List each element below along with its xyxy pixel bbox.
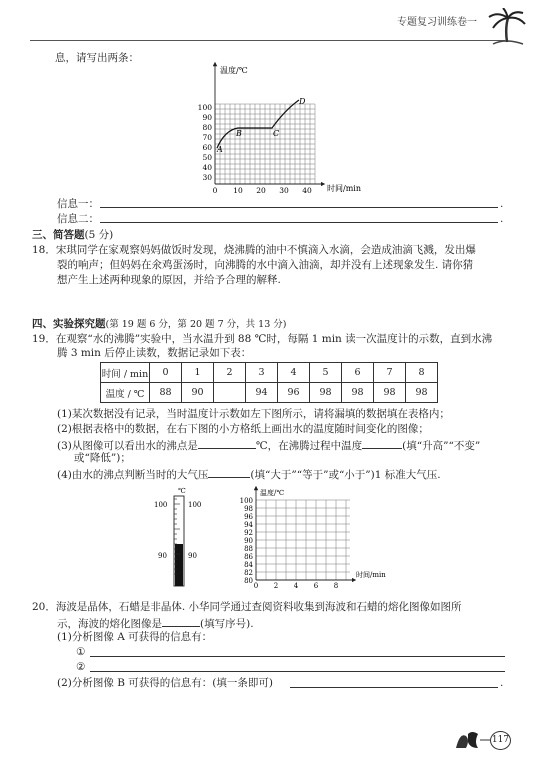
q20-line-2-a: 示，海波的熔化图像是 bbox=[57, 618, 162, 630]
temp-cell: 98 bbox=[406, 383, 438, 403]
q20-circle-2: ② bbox=[76, 661, 86, 673]
time-cell: 4 bbox=[278, 363, 310, 383]
graph2-ytick-label: 96 bbox=[244, 513, 253, 521]
q20-circle-1: ① bbox=[76, 646, 86, 658]
pressure-blank[interactable] bbox=[208, 466, 250, 478]
point-d-label: D bbox=[299, 97, 306, 106]
info-1-end: . bbox=[500, 198, 504, 210]
temp-cell: 98 bbox=[342, 383, 374, 403]
q18-line-3: 想产生上述两种现象的原因，并给予合理的解释. bbox=[57, 274, 281, 286]
q20-line-1: 20．海波是晶体，石蜡是非晶体. 小华同学通过查阅资料收集到海波和石蜡的熔化图像如图所 bbox=[32, 601, 462, 613]
palm-tree-icon bbox=[483, 8, 529, 48]
graph1-xtick-label: 0 bbox=[212, 186, 218, 195]
section4-score: (第 19 题 6 分，第 20 题 7 分，共 13 分) bbox=[105, 319, 287, 330]
table-row-time bbox=[101, 363, 438, 383]
q20-sub-2: (2)分析图像 B 可获得的信息有：(填一条即可) bbox=[57, 677, 273, 689]
q18-line-2: 裂的响声；但妈妈在氽鸡蛋汤时，向沸腾的水中滴入油滴，却并没有上述现象发生. 请你猜 bbox=[57, 259, 474, 271]
graph1-grid bbox=[215, 104, 315, 184]
info-1-label: 信息一： bbox=[57, 198, 99, 210]
graph2-ytick-label: 80 bbox=[244, 577, 253, 585]
time-cell: 6 bbox=[342, 363, 374, 383]
graph2-xtick-label: 8 bbox=[333, 582, 339, 590]
point-c-label: C bbox=[273, 129, 280, 138]
q19-line-2: 腾 3 min 后停止读数，数据记录如下表： bbox=[57, 347, 252, 359]
q19-line-1: 19．在观察“水的沸腾”实验中，当水温升到 88 ℃时，每隔 1 min 读一次温度计的示数，直到水沸 bbox=[32, 333, 493, 345]
graph2-xlabel: 时间/min bbox=[356, 571, 386, 579]
section4-title: 四、实验探究题 bbox=[32, 318, 106, 330]
time-cell: 1 bbox=[182, 363, 214, 383]
thermometer-label-top-left: 100 bbox=[154, 501, 168, 509]
temperature-change-blank[interactable] bbox=[362, 437, 402, 449]
section3-score: (5 分) bbox=[84, 229, 114, 241]
graph2-ytick-label: 100 bbox=[239, 497, 253, 505]
graph1-ytick-label: 90 bbox=[202, 113, 212, 122]
time-cell: 0 bbox=[150, 363, 182, 383]
temp-cell: 88 bbox=[150, 383, 182, 403]
q20-answer-line-1[interactable] bbox=[90, 656, 505, 657]
graph1-xlabel: 时间/min bbox=[327, 184, 361, 193]
time-cell: 7 bbox=[374, 363, 406, 383]
graph2-ytick-label: 82 bbox=[244, 569, 253, 577]
q19-sub-1: (1)某次数据没有记录，当时温度计示数如左下图所示，请将漏填的数据填在表格内； bbox=[57, 408, 450, 420]
graph1-xtick-label: 10 bbox=[233, 186, 243, 195]
heating-graph bbox=[195, 60, 375, 196]
q19-sub-4-b: (填“大于”“等于”或“小于”)1 标准大气压. bbox=[250, 469, 441, 481]
graph2-xticks bbox=[254, 582, 338, 590]
point-a-label: A bbox=[217, 145, 223, 154]
temp-cell: 96 bbox=[278, 383, 310, 403]
time-cell: 5 bbox=[310, 363, 342, 383]
q19-sub-3-b: ℃，在沸腾过程中温度 bbox=[255, 440, 363, 452]
haibo-graph-blank[interactable] bbox=[162, 615, 200, 627]
table-row-temp bbox=[101, 383, 438, 403]
q19-sub-4-a: (4)由水的沸点判断当时的大气压 bbox=[57, 469, 209, 481]
q18-line-1: 18．宋琪同学在家观察妈妈做饭时发现，烧沸腾的油中不慎滴入水滴，会造成油滴飞溅，发出爆 bbox=[32, 244, 476, 256]
q20-line-2 bbox=[57, 615, 254, 631]
graph1-ytick-label: 30 bbox=[202, 173, 212, 182]
boiling-point-blank[interactable] bbox=[198, 437, 256, 449]
graph1-xticks bbox=[213, 186, 312, 195]
point-b-label: B bbox=[236, 129, 242, 138]
time-cell: 2 bbox=[214, 363, 246, 383]
temp-cell: 98 bbox=[310, 383, 342, 403]
q19-sub-3-d: 或“降低”)； bbox=[74, 452, 131, 464]
q19-sub-3-c: (填“升高”“不变” bbox=[402, 440, 481, 452]
graph2-xtick-label: 4 bbox=[293, 582, 299, 590]
footer-decoration-icon bbox=[452, 728, 492, 752]
graph1-ytick-label: 40 bbox=[202, 163, 212, 172]
temp-cell-blank[interactable] bbox=[214, 383, 246, 403]
graph2-xtick-label: 0 bbox=[253, 582, 259, 590]
thermometer-label-top-right: 100 bbox=[188, 501, 202, 509]
q20-answer-line-2[interactable] bbox=[90, 671, 505, 672]
info-2-answer-line[interactable] bbox=[100, 222, 498, 223]
graph2-ytick-label: 86 bbox=[244, 553, 253, 561]
graph1-xtick-label: 40 bbox=[302, 186, 312, 195]
q19-sub-2: (2)根据表格中的数据，在右下图的小方格纸上画出水的温度随时间变化的图像； bbox=[57, 423, 429, 435]
q19-sub-4 bbox=[57, 466, 441, 482]
graph2-xtick-label: 6 bbox=[313, 582, 319, 590]
section3-title: 三、简答题 bbox=[32, 229, 85, 241]
boiling-data-table bbox=[100, 362, 438, 403]
q20-sub-1: (1)分析图像 A 可获得的信息有： bbox=[57, 631, 213, 643]
boiling-graph-grid[interactable] bbox=[226, 484, 386, 596]
graph1-ytick-label: 60 bbox=[202, 143, 212, 152]
q20-line-2-b: (填写序号). bbox=[200, 618, 254, 630]
section3-heading bbox=[32, 228, 113, 242]
thermometer-label-bottom-right: 90 bbox=[188, 552, 197, 560]
graph2-ytick-label: 88 bbox=[244, 545, 253, 553]
graph1-yticks bbox=[198, 103, 213, 182]
graph1-ytick-label: 100 bbox=[197, 103, 212, 112]
graph2-ytick-label: 92 bbox=[244, 529, 253, 537]
temp-cell: 94 bbox=[246, 383, 278, 403]
header-rule bbox=[30, 40, 505, 41]
info-2-end: . bbox=[500, 213, 504, 225]
thermometer-label-bottom-left: 90 bbox=[158, 552, 167, 560]
graph1-ytick-label: 50 bbox=[202, 153, 212, 162]
table-header-time: 时间 / min bbox=[101, 363, 150, 383]
time-cell: 8 bbox=[406, 363, 438, 383]
q20-end: . bbox=[500, 677, 504, 689]
mercury-column bbox=[175, 544, 183, 586]
graph2-grid bbox=[256, 500, 350, 580]
section4-heading bbox=[32, 317, 286, 332]
graph2-ytick-label: 94 bbox=[244, 521, 253, 529]
table-header-temp: 温度 / ℃ bbox=[101, 383, 150, 403]
graph1-xtick-label: 20 bbox=[256, 186, 266, 195]
graph1-xtick-label: 30 bbox=[279, 186, 289, 195]
page-number-badge bbox=[490, 731, 511, 750]
thermometer bbox=[146, 484, 216, 588]
graph1-ylabel: 温度/℃ bbox=[220, 66, 248, 75]
thermometer-unit: ℃ bbox=[178, 487, 186, 495]
q20-answer-line-3[interactable] bbox=[290, 687, 498, 688]
page-number: 117 bbox=[491, 735, 510, 745]
info-2-label: 信息二： bbox=[57, 213, 99, 225]
info-1-answer-line[interactable] bbox=[100, 207, 498, 208]
graph2-ylabel: 温度/℃ bbox=[260, 489, 285, 497]
header-title: 专题复习训练卷一 bbox=[397, 17, 477, 28]
graph2-ytick-label: 90 bbox=[244, 537, 253, 545]
temp-cell: 90 bbox=[182, 383, 214, 403]
graph2-xtick-label: 2 bbox=[273, 582, 279, 590]
graph1-ytick-label: 80 bbox=[202, 123, 212, 132]
intro-text: 息，请写出两条： bbox=[55, 52, 139, 64]
temp-cell: 98 bbox=[374, 383, 406, 403]
graph2-ytick-label: 84 bbox=[244, 561, 253, 569]
q19-sub-3-a: (3)从图像可以看出水的沸点是 bbox=[57, 440, 198, 452]
graph2-yticks bbox=[240, 497, 254, 585]
graph1-ytick-label: 70 bbox=[202, 133, 212, 142]
time-cell: 3 bbox=[246, 363, 278, 383]
graph2-ytick-label: 98 bbox=[244, 505, 253, 513]
